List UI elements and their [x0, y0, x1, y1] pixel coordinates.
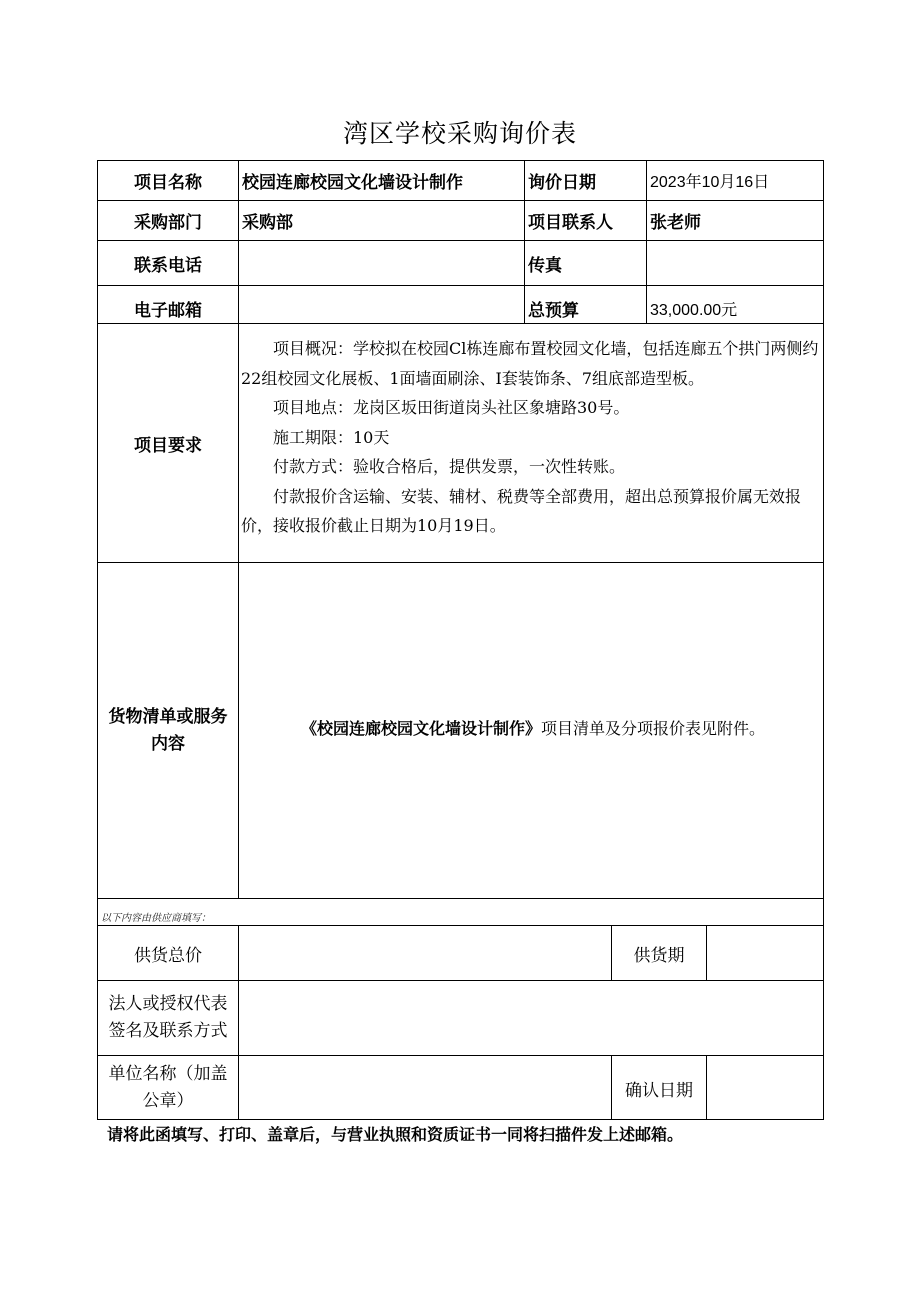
project-name-value: 校园连廊校园文化墙设计制作: [242, 173, 463, 193]
inquiry-date-label: 询价日期: [528, 173, 596, 193]
company-name-label: 单位名称（加盖公章）: [108, 1064, 228, 1111]
contact-person-value: 张老师: [650, 213, 701, 233]
footer-instruction: 请将此函填写、打印、盖章后，与营业执照和资质证书一同将扫描件发上述邮箱。: [107, 1125, 684, 1144]
company-name-field[interactable]: [239, 1056, 611, 1120]
confirm-date-label: 确认日期: [625, 1080, 693, 1101]
goods-label: 货物清单或服务内容: [108, 706, 228, 754]
email-label: 电子邮箱: [134, 301, 202, 321]
email-value: [239, 294, 524, 323]
total-price-label: 供货总价: [134, 945, 202, 966]
supplier-note: 以下内容由供应商填写：: [101, 913, 211, 924]
confirm-date-field[interactable]: [707, 1056, 823, 1120]
requirements-paragraph: 付款方式：验收合格后，提供发票，一次性转账。: [273, 457, 626, 476]
requirements-label: 项目要求: [134, 435, 202, 456]
purchasing-dept-label: 采购部门: [134, 213, 202, 233]
goods-content: [241, 716, 825, 739]
requirements-paragraph: 付款报价含运输、安装、辅材、税费等全部费用，超出总预算报价属无效报价，接收报价截止日期为10月19日。: [241, 486, 802, 535]
requirements-paragraph: 项目概况：学校拟在校园Cl栋连廊布置校园文化墙，包括连廊五个拱门两侧约22组校园文化展板、1面墙面刷涂、I套装饰条、7组底部造型板。: [241, 339, 819, 388]
legal-rep-field[interactable]: [239, 981, 823, 1055]
requirements-paragraph: 项目地点：龙岗区坂田街道岗头社区象塘路30号。: [273, 398, 630, 417]
inquiry-date-value: 2023年10月16日: [650, 174, 770, 191]
total-budget-label: 总预算: [528, 301, 579, 321]
delivery-period-label: 供货期: [633, 945, 685, 966]
purchasing-dept-value: 采购部: [242, 213, 293, 233]
contact-person-label: 项目联系人: [528, 213, 613, 233]
phone-value: [239, 241, 524, 285]
total-price-field[interactable]: [239, 926, 611, 980]
goods-title: 《校园连廊校园文化墙设计制作》: [300, 719, 541, 738]
project-name-label: 项目名称: [134, 173, 202, 193]
legal-rep-label: 法人或授权代表签名及联系方式: [108, 994, 228, 1041]
requirements-text: [241, 334, 825, 541]
row-divider: [97, 285, 824, 286]
fax-value: [647, 241, 823, 285]
goods-description: 项目清单及分项报价表见附件。: [541, 719, 766, 738]
row-divider: [97, 898, 824, 899]
requirements-paragraph: 施工期限：10天: [273, 427, 390, 447]
phone-label: 联系电话: [134, 255, 202, 276]
total-budget-value: 33,000.00元: [650, 302, 738, 319]
document-title: 湾区学校采购询价表: [342, 119, 577, 148]
delivery-period-field[interactable]: [707, 926, 823, 980]
fax-label: 传真: [528, 255, 562, 276]
